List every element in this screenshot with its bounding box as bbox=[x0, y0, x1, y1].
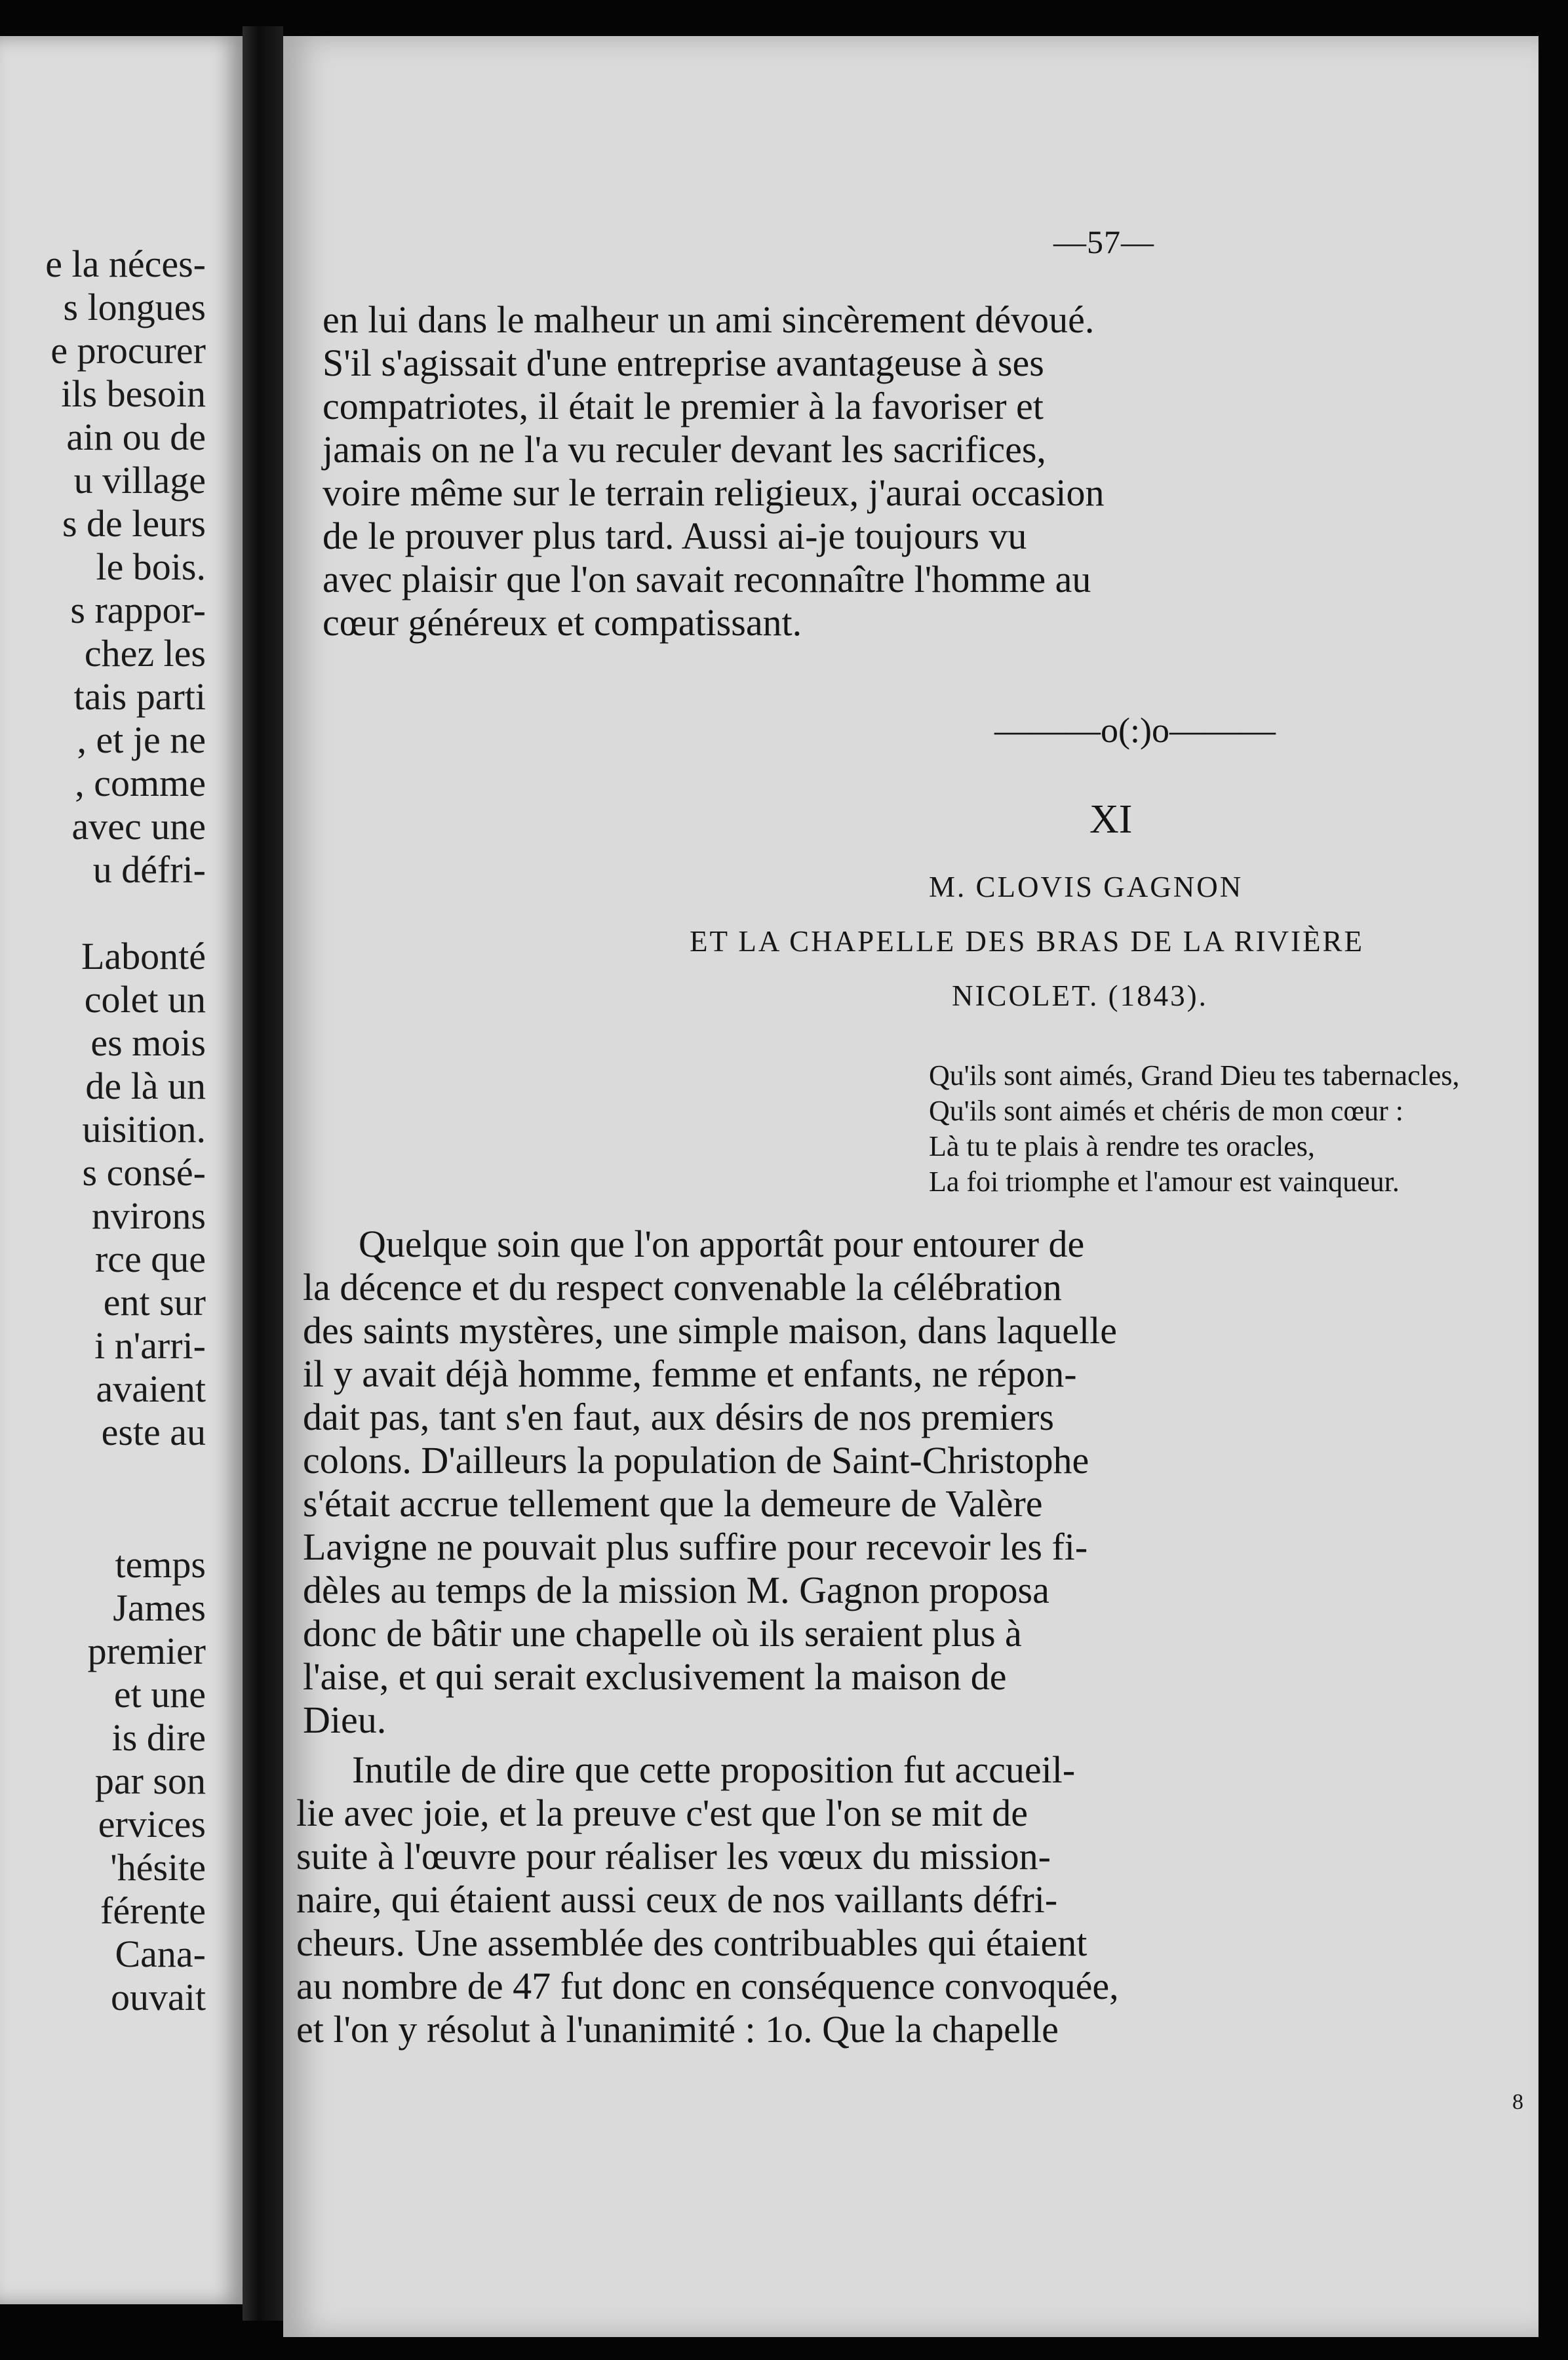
left-text-line: e procurer bbox=[50, 329, 206, 372]
body-text-line: l'aise, et qui serait exclusivement la maison de bbox=[303, 1655, 1007, 1698]
left-text-line: i n'arri- bbox=[94, 1324, 206, 1367]
body-text-line: et l'on y résolut à l'unanimité : 1o. Que la chapelle bbox=[296, 2008, 1059, 2051]
left-page-fragment bbox=[0, 36, 243, 2304]
left-text-line: , et je ne bbox=[77, 718, 206, 761]
left-text-line: rce que bbox=[94, 1238, 206, 1280]
body-text-line: s'était accrue tellement que la demeure de Valère bbox=[303, 1482, 1043, 1525]
left-text-line: avec une bbox=[71, 805, 206, 848]
left-text-line: temps bbox=[115, 1543, 206, 1586]
page-number: —57— bbox=[1053, 224, 1154, 260]
body-text-line: cheurs. Une assemblée des contribuables qui étaient bbox=[296, 1921, 1088, 1964]
body-text-line: naire, qui étaient aussi ceux de nos vaillants défri- bbox=[296, 1878, 1058, 1921]
chapter-title-line: NICOLET. (1843). bbox=[952, 979, 1208, 1012]
left-text-line: nvirons bbox=[92, 1194, 206, 1237]
body-text-line: compatriotes, il était le premier à la favoriser et bbox=[323, 385, 1044, 427]
body-text-line: au nombre de 47 fut donc en conséquence convoquée, bbox=[296, 1965, 1119, 2007]
left-text-line: ain ou de bbox=[66, 416, 206, 458]
left-text-line: u village bbox=[73, 459, 206, 502]
left-text-line: s consé- bbox=[82, 1151, 206, 1194]
body-text-line: dait pas, tant s'en faut, aux désirs de nos premiers bbox=[303, 1396, 1054, 1438]
left-text-line: et une bbox=[113, 1673, 206, 1716]
left-text-line: s rappor- bbox=[70, 589, 206, 631]
body-text-line: colons. D'ailleurs la population de Saint-Christophe bbox=[303, 1439, 1089, 1482]
epigraph-line: Là tu te plais à rendre tes oracles, bbox=[929, 1130, 1315, 1162]
body-text-line: il y avait déjà homme, femme et enfants, ne répon- bbox=[303, 1352, 1077, 1395]
left-text-line: ouvait bbox=[111, 1976, 206, 2018]
left-text-line: is dire bbox=[111, 1716, 206, 1759]
chapter-title-line: ET LA CHAPELLE DES BRAS DE LA RIVIÈRE bbox=[690, 925, 1364, 958]
chapter-number: XI bbox=[1089, 797, 1133, 842]
body-text-line: des saints mystères, une simple maison, dans laquelle bbox=[303, 1309, 1117, 1352]
left-text-line: James bbox=[113, 1586, 206, 1629]
left-text-line: este au bbox=[101, 1411, 206, 1453]
left-text-line: Cana- bbox=[115, 1933, 206, 1975]
left-text-line: es mois bbox=[90, 1021, 206, 1064]
left-text-line: chez les bbox=[84, 632, 206, 675]
left-text-line: ent sur bbox=[103, 1281, 206, 1324]
left-text-line: par son bbox=[94, 1760, 206, 1802]
book-gutter bbox=[243, 26, 283, 2321]
body-text-line: suite à l'œuvre pour réaliser les vœux du mission- bbox=[296, 1835, 1051, 1878]
left-text-line: férente bbox=[100, 1889, 206, 1932]
left-text-line: colet un bbox=[84, 978, 206, 1021]
right-page bbox=[283, 36, 1539, 2337]
body-text-line: lie avec joie, et la preuve c'est que l'on se mit de bbox=[296, 1792, 1029, 1834]
body-text-line: cœur généreux et compatissant. bbox=[323, 601, 802, 644]
left-text-line: s de leurs bbox=[62, 502, 206, 545]
body-text-line: Quelque soin que l'on apportât pour entourer de bbox=[359, 1223, 1085, 1265]
body-text-line: Lavigne ne pouvait plus suffire pour recevoir les fi- bbox=[303, 1525, 1088, 1568]
signature-mark: 8 bbox=[1512, 2090, 1523, 2114]
chapter-title-line: M. CLOVIS GAGNON bbox=[929, 871, 1244, 903]
body-text-line: avec plaisir que l'on savait reconnaître l'homme au bbox=[323, 558, 1091, 600]
left-text-line: tais parti bbox=[73, 675, 206, 718]
left-text-line: , comme bbox=[75, 762, 206, 804]
left-text-line: ervices bbox=[98, 1803, 206, 1845]
epigraph-line: La foi triomphe et l'amour est vainqueur. bbox=[929, 1166, 1400, 1198]
left-text-line: avaient bbox=[96, 1367, 206, 1410]
left-text-line: u défri- bbox=[92, 848, 206, 891]
left-text-line: le bois. bbox=[96, 545, 206, 588]
body-text-line: Dieu. bbox=[303, 1699, 387, 1741]
body-text-line: voire même sur le terrain religieux, j'aurai occasion bbox=[323, 471, 1105, 514]
left-text-line: e la néces- bbox=[45, 243, 206, 285]
left-text-line: de là un bbox=[85, 1065, 206, 1107]
left-text-line: uisition. bbox=[82, 1108, 206, 1150]
left-text-line: premier bbox=[87, 1630, 206, 1672]
left-text-line: 'hésite bbox=[110, 1846, 206, 1889]
body-text-line: la décence et du respect convenable la célébration bbox=[303, 1266, 1062, 1308]
body-text-line: donc de bâtir une chapelle où ils seraient plus à bbox=[303, 1612, 1022, 1655]
body-text-line: en lui dans le malheur un ami sincèrement dévoué. bbox=[323, 298, 1095, 341]
epigraph-line: Qu'ils sont aimés et chéris de mon cœur : bbox=[929, 1095, 1404, 1127]
body-text-line: de le prouver plus tard. Aussi ai-je toujours vu bbox=[323, 515, 1027, 557]
left-text-line: Labonté bbox=[81, 935, 206, 977]
body-text-line: S'il s'agissait d'une entreprise avantageuse à ses bbox=[323, 342, 1044, 384]
body-text-line: Inutile de dire que cette proposition fut accueil- bbox=[352, 1748, 1076, 1791]
body-text-line: jamais on ne l'a vu reculer devant les sacrifices, bbox=[323, 428, 1046, 471]
left-text-line: ils besoin bbox=[61, 372, 206, 415]
section-separator: ———o(:)o——— bbox=[994, 711, 1276, 750]
body-text-line: dèles au temps de la mission M. Gagnon proposa bbox=[303, 1569, 1049, 1611]
left-text-line: s longues bbox=[63, 286, 206, 328]
epigraph-line: Qu'ils sont aimés, Grand Dieu tes tabernacles, bbox=[929, 1059, 1460, 1092]
